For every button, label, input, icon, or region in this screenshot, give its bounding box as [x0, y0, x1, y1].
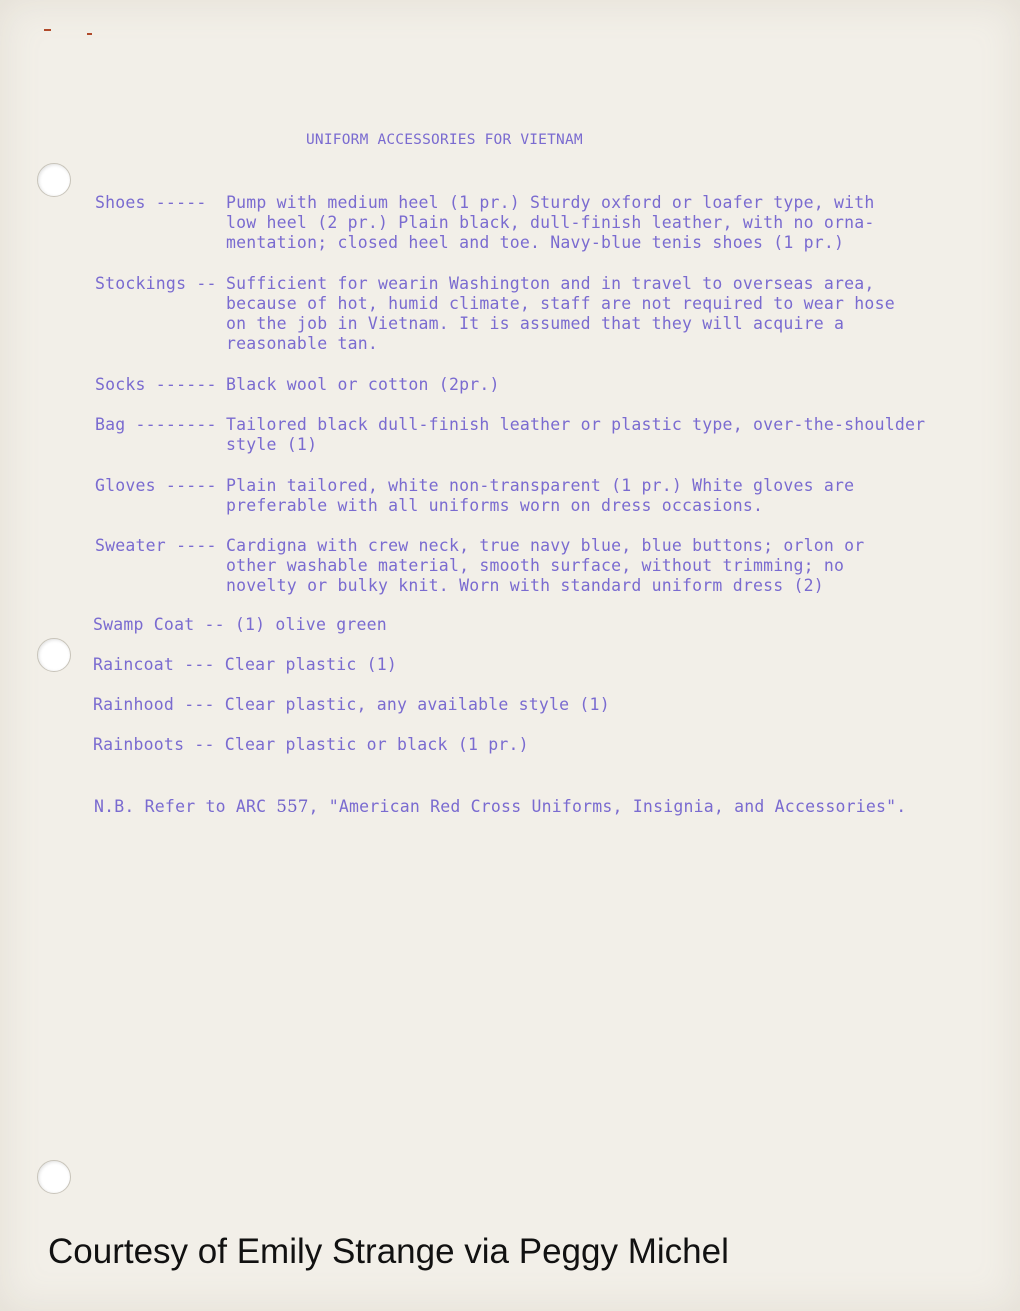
- note-prefix: N.B. Refer to ARC: [94, 797, 277, 816]
- courtesy-caption: Courtesy of Emily Strange via Peggy Michel: [48, 1232, 729, 1271]
- reference-note: [94, 797, 906, 816]
- description-line: style (1): [226, 435, 318, 454]
- description-line: because of hot, humid climate, staff are not required to wear hose: [226, 294, 895, 313]
- description-line: Pump with medium heel (1 pr.) Sturdy oxford or loafer type, with: [226, 193, 875, 212]
- item-term: Shoes -----: [95, 193, 207, 212]
- item-description: [226, 193, 966, 253]
- description-line: novelty or bulky knit. Worn with standard uniform dress (2): [226, 576, 824, 595]
- item-term: Stockings --: [95, 274, 217, 293]
- description-line: reasonable tan.: [226, 334, 379, 353]
- ink-mark: [44, 29, 51, 31]
- punch-hole: [37, 1160, 71, 1194]
- document-title: UNIFORM ACCESSORIES FOR VIETNAM: [306, 132, 583, 148]
- description-line: preferable with all uniforms worn on dress occasions.: [226, 496, 764, 515]
- item-term: Bag --------: [95, 415, 217, 434]
- description-line: Plain tailored, white non-transparent (1 pr.) White gloves are: [226, 476, 855, 495]
- note-suffix: , "American Red Cross Uniforms, Insignia, and Accessories".: [308, 797, 907, 816]
- item-term: Gloves -----: [95, 476, 217, 495]
- list-item-rainboots: Rainboots -- Clear plastic or black (1 pr.): [93, 735, 529, 754]
- punch-hole: [37, 163, 71, 197]
- description-line: low heel (2 pr.) Plain black, dull-finish leather, with no orna-: [226, 213, 875, 232]
- item-description: [226, 274, 966, 354]
- list-item-rainhood: Rainhood --- Clear plastic, any available style (1): [93, 695, 610, 714]
- description-line: other washable material, smooth surface, without trimming; no: [226, 556, 845, 575]
- handwritten-number: 557: [276, 797, 309, 816]
- description-line: Sufficient for wearin Washington and in travel to overseas area,: [226, 274, 875, 293]
- description-line: Cardigna with crew neck, true navy blue, blue buttons; orlon or: [226, 536, 865, 555]
- item-description: [226, 476, 966, 516]
- list-item-raincoat: Raincoat --- Clear plastic (1): [93, 655, 398, 674]
- list-item-swamp-coat: Swamp Coat -- (1) olive green: [93, 615, 387, 634]
- description-line: Black wool or cotton (2pr.): [226, 375, 500, 394]
- description-line: on the job in Vietnam. It is assumed that they will acquire a: [226, 314, 845, 333]
- description-line: mentation; closed heel and toe. Navy-blue tenis shoes (1 pr.): [226, 233, 845, 252]
- item-term: Sweater ----: [95, 536, 217, 555]
- punch-hole: [37, 638, 71, 672]
- item-term: Socks ------: [95, 375, 217, 394]
- item-description: [226, 375, 966, 395]
- description-line: Tailored black dull-finish leather or plastic type, over-the-shoulder: [226, 415, 926, 434]
- item-description: [226, 415, 966, 455]
- ink-mark: [87, 33, 92, 35]
- item-description: [226, 536, 966, 596]
